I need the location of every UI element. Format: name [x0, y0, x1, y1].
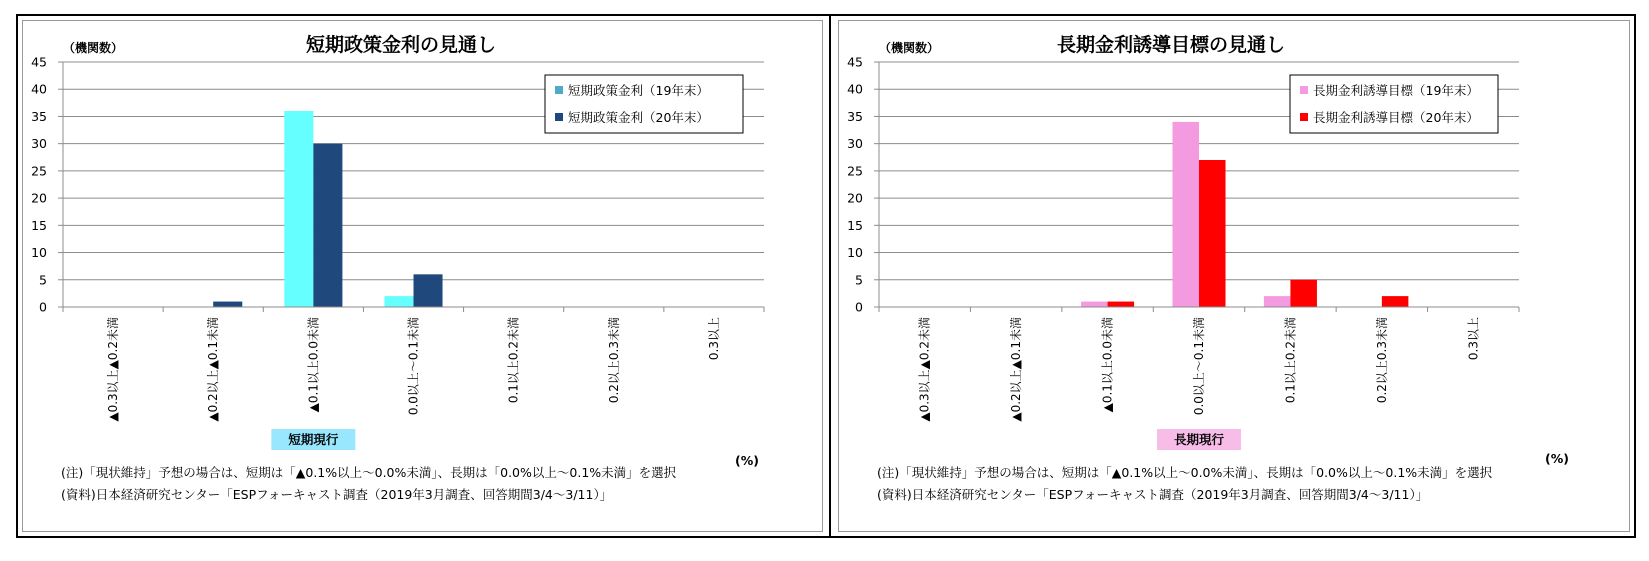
long-x-tick-label-5: 0.1以上0.2未満 — [1283, 317, 1298, 404]
long-bar-s2-c3 — [1108, 302, 1135, 307]
short-x-tick-label-4: 0.0以上～0.1未満 — [406, 317, 421, 416]
short-x-tick-label-1: ▲0.3以上▲0.2未満 — [106, 317, 121, 422]
short-legend-label-1: 短期政策金利（19年末） — [568, 83, 709, 98]
short-y-tick-label-35: 35 — [31, 108, 47, 124]
long-y-tick-label-30: 30 — [847, 136, 863, 152]
short-y-axis-unit: （機関数） — [63, 41, 124, 55]
short-y-tick-label-5: 5 — [39, 272, 47, 288]
long-x-axis-unit: (%) — [1545, 451, 1569, 466]
long-y-tick-label-0: 0 — [855, 299, 863, 315]
long-term-rate-chart — [839, 21, 1631, 533]
short-chart-title: 短期政策金利の見通し — [305, 34, 497, 56]
long-y-tick-label-45: 45 — [847, 54, 863, 70]
long-bar-s2-c5 — [1290, 280, 1317, 307]
long-y-axis-unit: （機関数） — [879, 41, 940, 55]
short-legend-swatch-2 — [555, 113, 563, 121]
long-y-tick-label-10: 10 — [847, 245, 863, 261]
long-bar-s2-c6 — [1382, 296, 1409, 307]
short-x-tick-label-6: 0.2以上0.3未満 — [606, 317, 621, 404]
short-x-tick-label-3: ▲0.1以上0.0未満 — [306, 317, 321, 413]
short-term-rate-chart — [23, 21, 824, 533]
short-note-text: (注)「現状維持」予想の場合は、短期は「▲0.1%以上～0.0%未満」、長期は「0.0%以上～0.1%未満」を選択 — [61, 465, 677, 480]
long-legend-swatch-1 — [1300, 86, 1308, 94]
long-y-tick-label-5: 5 — [855, 272, 863, 288]
short-current-label: 短期現行 — [288, 432, 339, 447]
long-y-tick-label-20: 20 — [847, 190, 863, 206]
panel-divider — [829, 14, 831, 538]
long-note-text: (注)「現状維持」予想の場合は、短期は「▲0.1%以上～0.0%未満」、長期は「0.0%以上～0.1%未満」を選択 — [877, 465, 1493, 480]
long-source-text: (資料)日本経済研究センター「ESPフォーキャスト調査（2019年3月調査、回答期間3/4～3/11）」 — [877, 487, 1429, 502]
short-legend-swatch-1 — [555, 86, 563, 94]
short-source-text: (資料)日本経済研究センター「ESPフォーキャスト調査（2019年3月調査、回答期間3/4～3/11）」 — [61, 487, 613, 502]
long-y-tick-label-15: 15 — [847, 217, 863, 233]
long-x-tick-label-2: ▲0.2以上▲0.1未満 — [1009, 317, 1024, 422]
long-current-label: 長期現行 — [1173, 432, 1225, 447]
long-x-tick-label-1: ▲0.3以上▲0.2未満 — [917, 317, 932, 422]
long-legend-swatch-2 — [1300, 113, 1308, 121]
short-y-tick-label-25: 25 — [31, 163, 47, 179]
long-bar-s1-c3 — [1081, 302, 1108, 307]
short-y-tick-label-20: 20 — [31, 190, 47, 206]
short-y-tick-label-30: 30 — [31, 136, 47, 152]
long-term-rate-chart-panel — [838, 20, 1630, 532]
short-x-tick-label-7: 0.3以上 — [706, 317, 721, 361]
short-x-tick-label-5: 0.1以上0.2未満 — [506, 317, 521, 404]
short-term-rate-chart-panel — [22, 20, 823, 532]
long-x-tick-label-4: 0.0以上～0.1未満 — [1192, 317, 1206, 416]
long-y-tick-label-40: 40 — [847, 81, 863, 97]
long-legend-label-1: 長期金利誘導目標（19年末） — [1313, 83, 1479, 98]
long-x-tick-label-3: ▲0.1以上0.0未満 — [1100, 317, 1115, 413]
short-x-tick-label-2: ▲0.2以上▲0.1未満 — [206, 317, 221, 422]
short-y-tick-label-10: 10 — [31, 245, 47, 261]
long-y-tick-label-35: 35 — [847, 108, 863, 124]
short-bar-s1-c4 — [384, 296, 413, 307]
long-legend-label-2: 長期金利誘導目標（20年末） — [1313, 110, 1479, 125]
long-bar-s1-c4 — [1172, 122, 1199, 307]
long-bar-s2-c4 — [1199, 160, 1226, 307]
long-x-tick-label-6: 0.2以上0.3未満 — [1374, 317, 1389, 404]
short-y-tick-label-15: 15 — [31, 217, 47, 233]
short-y-tick-label-45: 45 — [31, 54, 47, 70]
short-bar-s2-c3 — [313, 144, 342, 307]
short-bar-s2-c4 — [414, 274, 443, 307]
long-x-tick-label-7: 0.3以上 — [1466, 317, 1481, 361]
short-bar-s2-c2 — [213, 302, 242, 307]
short-y-tick-label-40: 40 — [31, 81, 47, 97]
long-y-tick-label-25: 25 — [847, 163, 863, 179]
short-legend-label-2: 短期政策金利（20年末） — [568, 110, 709, 125]
long-chart-title: 長期金利誘導目標の見通し — [1056, 34, 1286, 56]
short-x-axis-unit: (%) — [735, 453, 759, 468]
short-bar-s1-c3 — [284, 111, 313, 307]
long-bar-s1-c5 — [1264, 296, 1291, 307]
short-y-tick-label-0: 0 — [39, 299, 47, 315]
